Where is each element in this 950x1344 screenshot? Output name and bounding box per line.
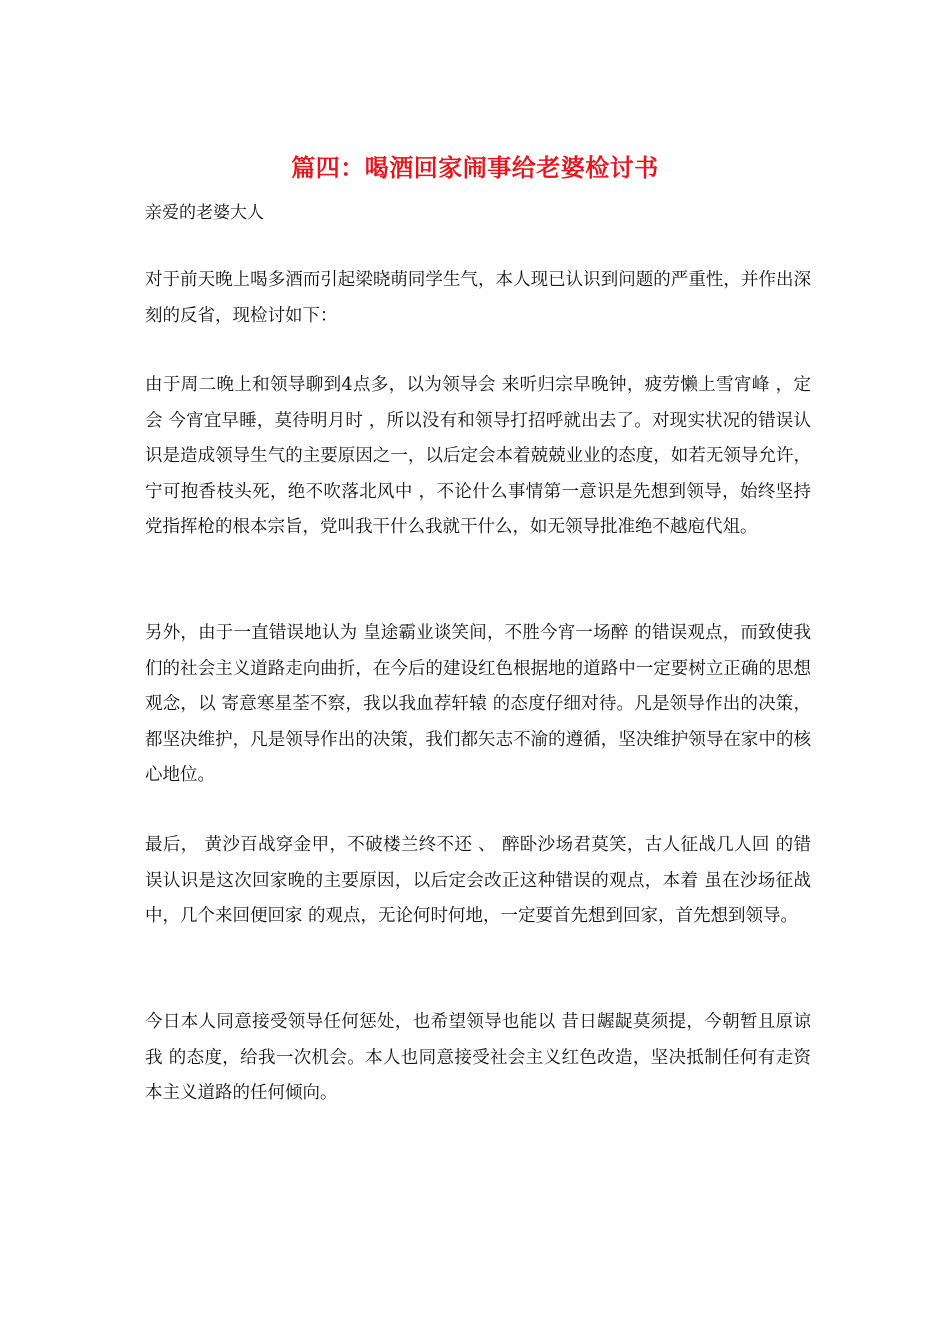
body-paragraph: 由于周二晚上和领导聊到4点多，以为领导会 来听归宗早晚钟，疲劳懒上雪宵峰 ，定会 今宵宜早睡，莫待明月时 ，所以没有和领导打招呼就出去了。对现实状况的错误认识是造成领导生气的主要原因之一，以后定会本着兢兢业业的态度，如若无领导允许， 宁可抱香枝头死，绝不吹落北风中 ，不论什么事情第一意识是先想到领导，始终坚持党指挥枪的根本宗旨，党叫我干什么我就干什么，如无领导批准绝不越庖代俎。	[145, 375, 811, 538]
document-title: 篇四：喝酒回家闹事给老婆检讨书	[291, 153, 659, 182]
body-paragraph: 另外，由于一直错误地认为 皇途霸业谈笑间，不胜今宵一场醉 的错误观点，而致使我们的社会主义道路走向曲折，在今后的建设红色根据地的道路中一定要树立正确的思想观念，以 寄意寒星荃不察，我以我血荐轩辕 的态度仔细对待。凡是领导作出的决策，都坚决维护，凡是领导作出的决策，我们都矢志不渝的遵循，坚决维护领导在家中的核心地位。	[145, 623, 811, 786]
body-paragraph: 对于前天晚上喝多酒而引起梁晓萌同学生气，本人现已认识到问题的严重性，并作出深刻的反省，现检讨如下：	[145, 270, 811, 326]
salutation: 亲爱的老婆大人	[145, 203, 264, 223]
body-paragraph: 最后， 黄沙百战穿金甲，不破楼兰终不还 、 醉卧沙场君莫笑，古人征战几人回 的错误认识是这次回家晚的主要原因，以后定会改正这种错误的观点，本着 虽在沙场征战中，几个来回便回家 的观点，无论何时何地，一定要首先想到回家，首先想到领导。	[145, 835, 811, 927]
body-paragraph: 今日本人同意接受领导任何惩处，也希望领导也能以 昔日龌龊莫须提，今朝暂且原谅我 的态度，给我一次机会。本人也同意接受社会主义红色改造，坚决抵制任何有走资本主义道路的任何倾向。	[145, 1012, 811, 1104]
